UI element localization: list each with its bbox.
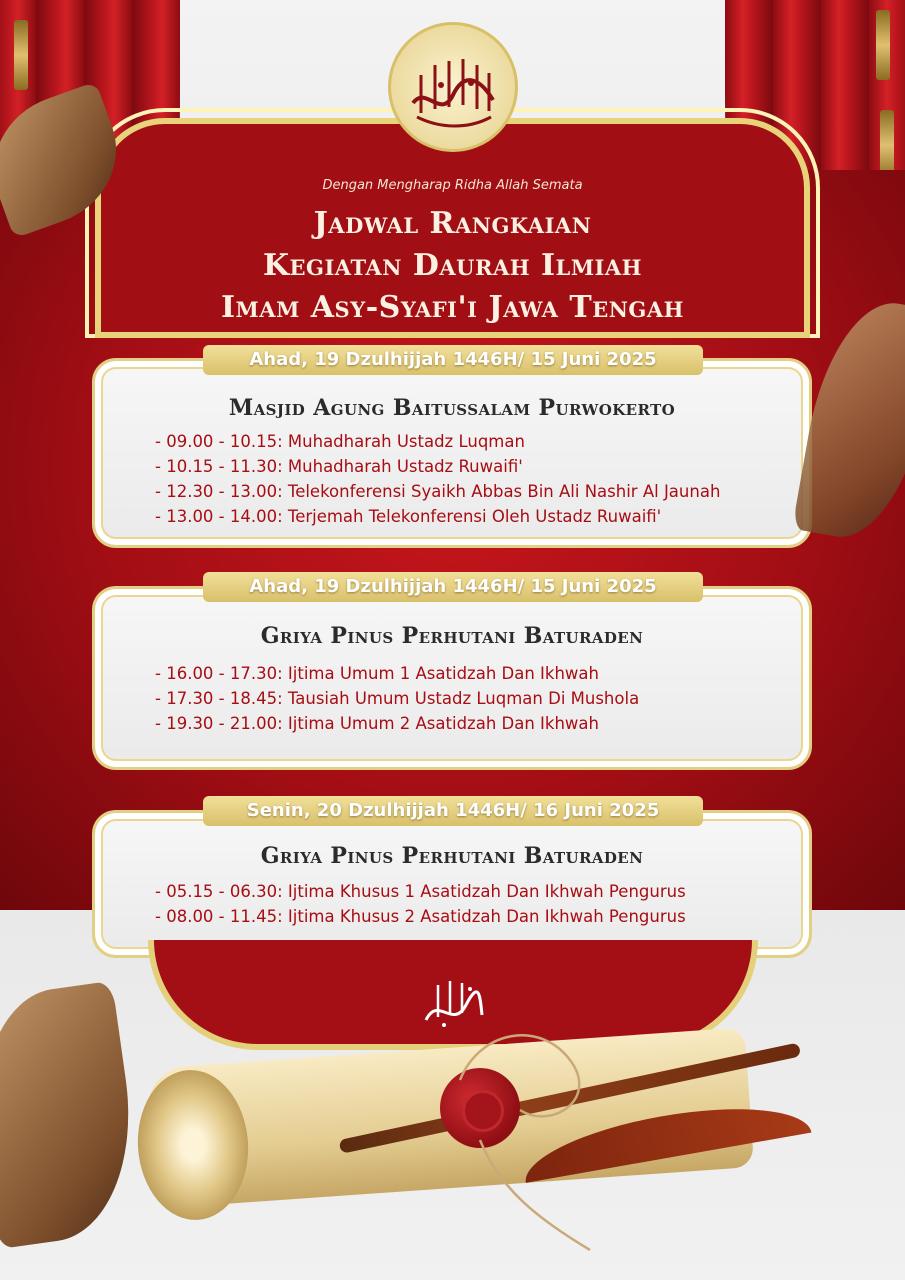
twine-string xyxy=(400,1020,600,1260)
session-card-3 xyxy=(92,810,812,958)
title-line-3: Imam Asy-Syafi'i Jawa Tengah xyxy=(221,290,684,325)
schedule-item: - 19.30 - 21.00: Ijtima Umum 2 Asatidzah Dan Ikhwah xyxy=(155,714,599,733)
schedule-list xyxy=(155,879,779,929)
venue-title: Masjid Agung Baitussalam Purwokerto xyxy=(228,395,676,421)
schedule-item: - 08.00 - 11.45: Ijtima Khusus 2 Asatidzah Dan Ikhwah Pengurus xyxy=(155,907,686,926)
session-card-2 xyxy=(92,586,812,770)
schedule-item: - 13.00 - 14.00: Terjemah Telekonferensi Oleh Ustadz Ruwaifi' xyxy=(155,507,662,526)
schedule-item: - 05.15 - 06.30: Ijtima Khusus 1 Asatidzah Dan Ikhwah Pengurus xyxy=(155,882,686,901)
schedule-item: - 12.30 - 13.00: Telekonferensi Syaikh Abbas Bin Ali Nashir Al Jaunah xyxy=(155,482,721,501)
basmalah-calligraphy-icon xyxy=(391,25,515,149)
day-label-2: Ahad, 19 Dzulhijjah 1446H/ 15 Juni 2025 xyxy=(203,572,703,602)
leaf-bottom-left xyxy=(0,981,147,1249)
schedule-item: - 17.30 - 18.45: Tausiah Umum Ustadz Luqman Di Mushola xyxy=(155,689,640,708)
day-label-3: Senin, 20 Dzulhijjah 1446H/ 16 Juni 2025 xyxy=(203,796,703,826)
schedule-item: - 09.00 - 10.15: Muhadharah Ustadz Luqman xyxy=(155,432,525,451)
right-tassel xyxy=(876,10,890,80)
day-label-1: Ahad, 19 Dzulhijjah 1446H/ 15 Juni 2025 xyxy=(203,345,703,375)
session-card-1 xyxy=(92,358,812,548)
venue-title: Griya Pinus Perhutani Baturaden xyxy=(260,843,644,869)
schedule-item: - 16.00 - 17.30: Ijtima Umum 1 Asatidzah Dan Ikhwah xyxy=(155,664,599,683)
schedule-list xyxy=(155,429,779,529)
subtitle: Dengan Mengharap Ridha Allah Semata xyxy=(322,178,583,193)
schedule-list xyxy=(155,661,779,736)
left-tassel xyxy=(14,20,28,90)
title-line-2: Kegiatan Daurah Ilmiah xyxy=(262,248,643,283)
basmalah-medallion xyxy=(388,22,518,152)
schedule-item: - 10.15 - 11.30: Muhadharah Ustadz Ruwaifi' xyxy=(155,457,523,476)
venue-title: Griya Pinus Perhutani Baturaden xyxy=(260,623,644,649)
title-line-1: Jadwal Rangkaian xyxy=(313,206,592,241)
